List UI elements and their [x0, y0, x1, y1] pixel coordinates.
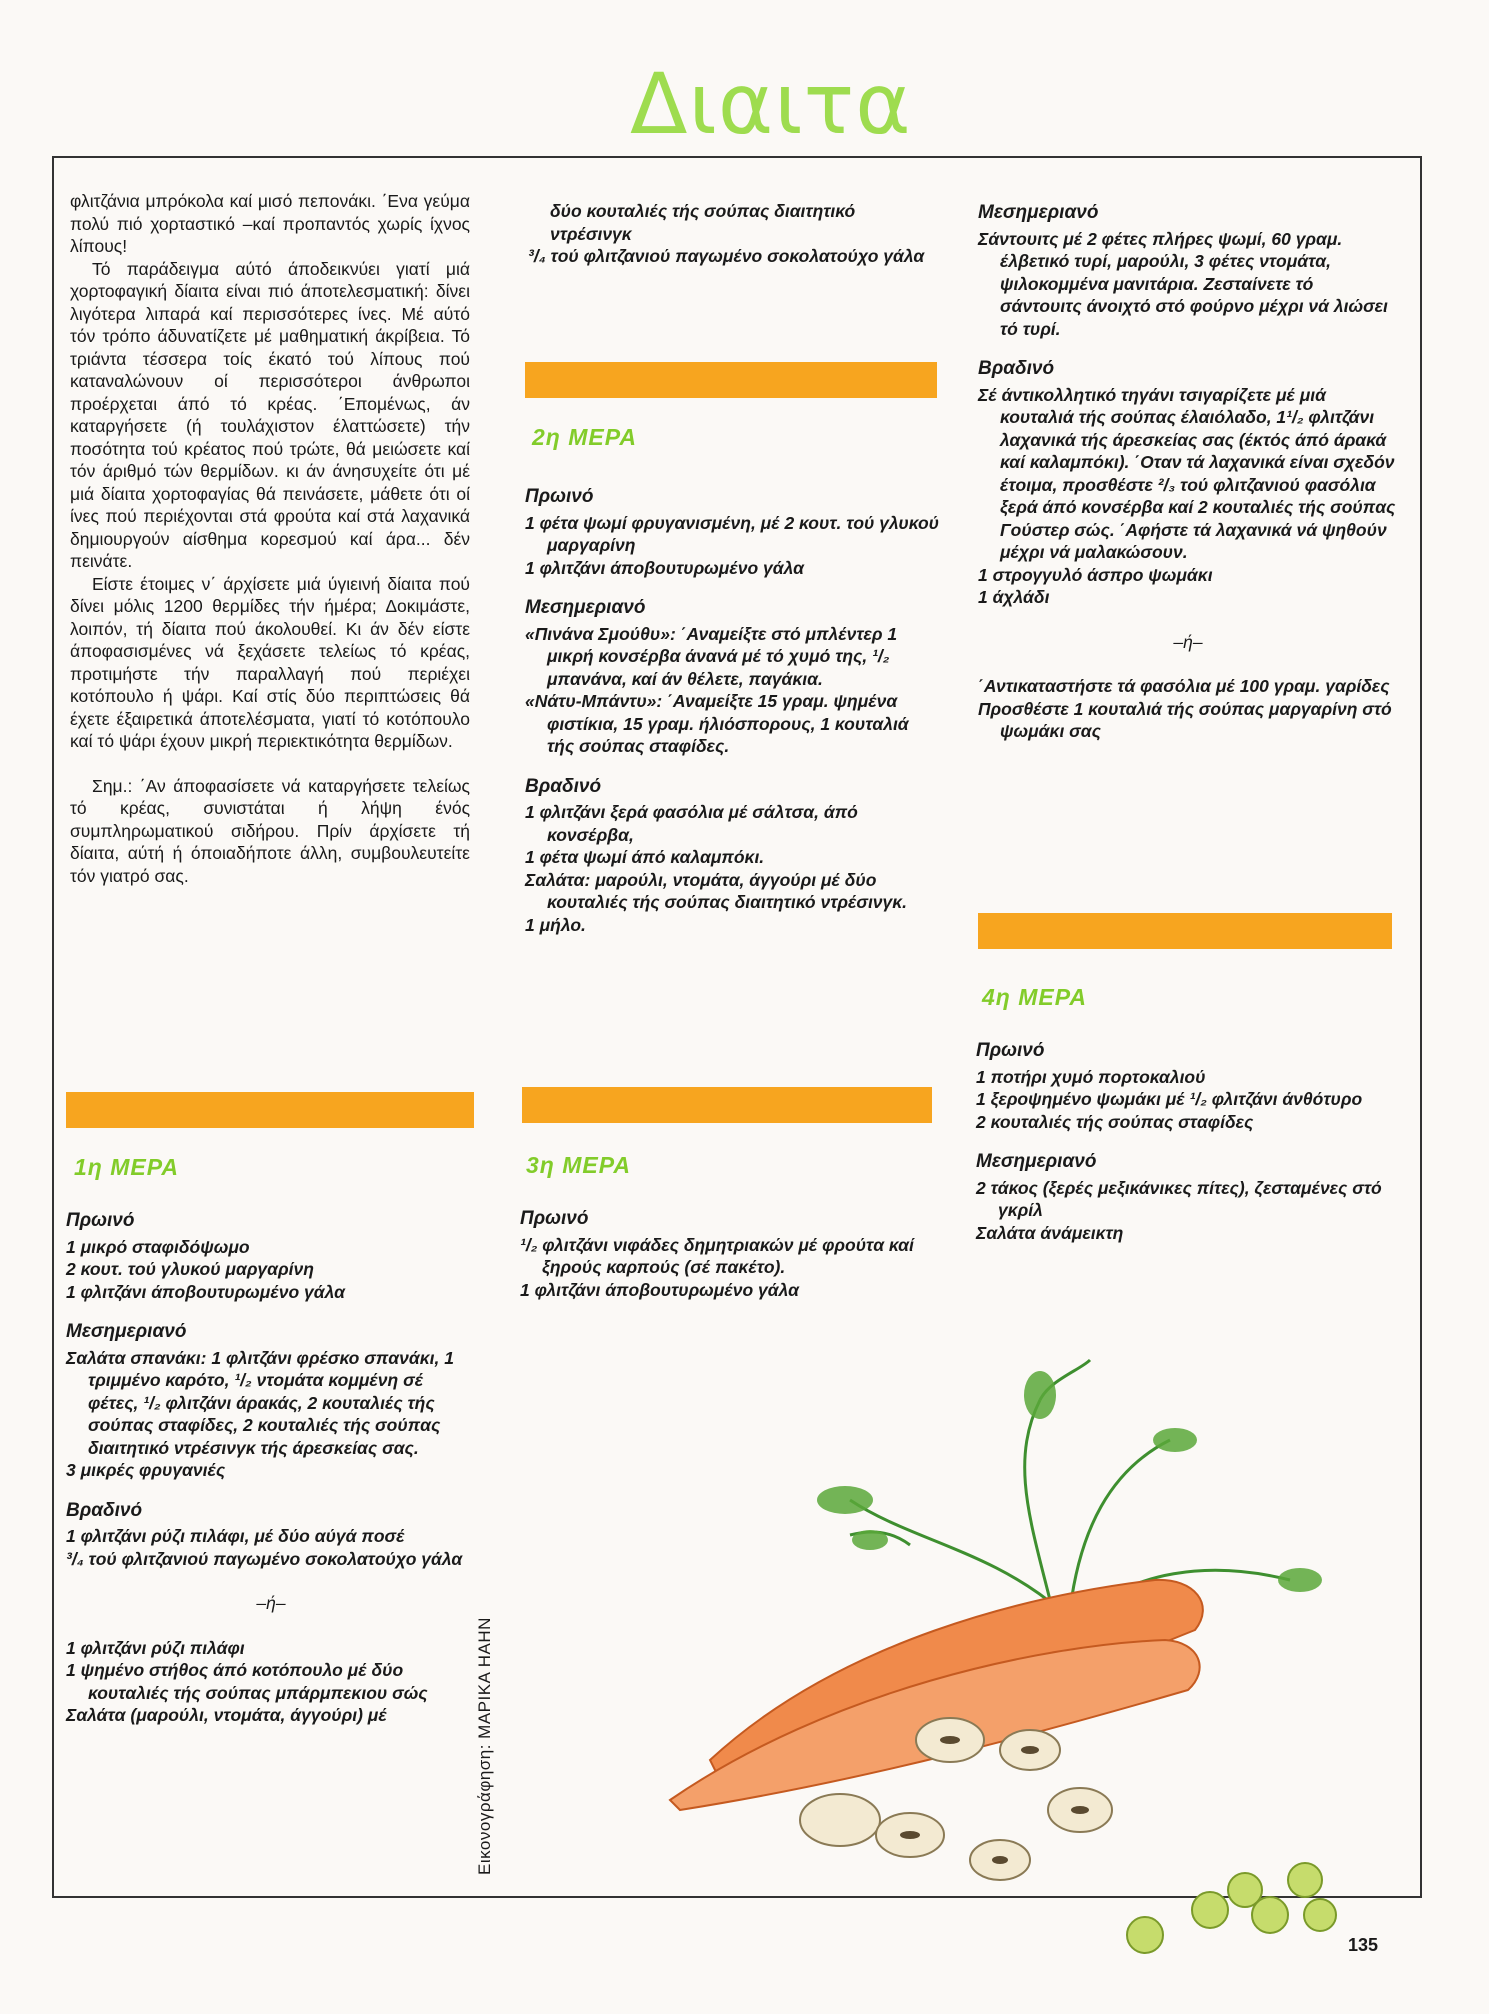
dinner-heading: Βραδινό	[525, 775, 602, 797]
day1-menu	[66, 1210, 476, 1727]
day4-heading: 4η ΜΕΡΑ	[982, 984, 1087, 1010]
menu-item: 1 ποτήρι χυμό πορτοκαλιού	[976, 1066, 1206, 1087]
menu-item: 3 μικρές φρυγανιές	[66, 1460, 226, 1480]
day3-continued	[978, 202, 1398, 743]
intro-paragraph: Είστε έτοιμες ν΄ άρχίσετε μιά ύγιεινή δίαιτα πού δίνει μόλις 1200 θερμίδες τήν ήμέρα; Δοκιμάστε, λοιπόν, τή δίαιτα πού άκολουθεί. Κι άν δέν είστε άποφασισμένες νά ξεχάσετε τελείως τό κρέας, προτιμήστε τήν παραλλαγή πού περιέχει κοτόπουλο ή ψάρι. Καί στίς δύο περιπτώσεις θά έχετε έξαιρετικά άποτελέσματα, γιατί τό κοτόπουλο καί τό ψάρι έχουν μικρή περιεκτικότητα θερμίδων.	[70, 573, 470, 751]
menu-item: 2 κουταλιές τής σούπας σταφίδες	[976, 1111, 1254, 1132]
breakfast-heading: Πρωινό	[66, 1210, 135, 1231]
carrot-illustration	[610, 1340, 1390, 1900]
carrot-leaves-icon	[850, 1360, 1290, 1620]
day4-menu	[976, 1040, 1396, 1244]
peas-illustration	[1120, 1840, 1340, 1960]
menu-item: 1 φλιτζάνι άποβουτυρωμένο γάλα	[525, 557, 804, 578]
menu-item: Σαλάτα άνάμεικτη	[976, 1222, 1124, 1243]
menu-item: 1 ξεροψημένο ψωμάκι μέ ¹/₂ φλιτζάνι άνθότυρο	[976, 1089, 1363, 1109]
section-bar	[66, 1092, 474, 1128]
menu-item: ³/₄ τού φλιτζανιού παγωμένο σοκολατούχο γάλα	[528, 246, 925, 266]
leaf-cluster-icon	[817, 1371, 1322, 1592]
menu-item: Σαλάτα σπανάκι: 1 φλιτζάνι φρέσκο σπανάκι, 1 τριμμένο καρότο, ¹/₂ ντομάτα κομμένη σέ φέτες, ¹/₂ φλιτζάνι άρακάς, 2 κουταλιές τής σούπας σταφίδες, 2 κουταλιές τής σούπας διαιτητικό ντρέσινγκ τής άρεσκείας σας.	[66, 1347, 454, 1458]
breakfast-heading: Πρωινό	[525, 486, 594, 507]
lunch-heading: Μεσημεριανό	[525, 597, 646, 618]
section-bar	[522, 1087, 932, 1123]
day1-continued	[528, 200, 938, 268]
alternative-marker: –ή–	[1173, 631, 1203, 652]
day3-heading: 3η ΜΕΡΑ	[526, 1152, 631, 1178]
section-bar	[525, 362, 937, 398]
dinner-heading: Βραδινό	[978, 358, 1055, 379]
menu-item: «Νάτυ-Μπάντυ»: ΄Αναμείξτε 15 γραμ. ψημένα φιστίκια, 15 γραμ. ήλιόσπορους, 1 κουταλιά τής σούπας σταφίδες.	[525, 691, 909, 756]
day2-menu	[525, 486, 940, 936]
dinner-heading: Βραδινό	[66, 1499, 143, 1521]
menu-item: 2 κουτ. τού γλυκού μαργαρίνη	[66, 1259, 314, 1279]
menu-item: δύο κουταλιές τής σούπας διαιτητικό ντρέσινγκ	[550, 201, 856, 244]
lunch-heading: Μεσημεριανό	[976, 1151, 1097, 1172]
menu-item: 1 φέτα ψωμί φρυγανισμένη, μέ 2 κουτ. τού γλυκού μαργαρίνη	[525, 512, 940, 555]
menu-item: 1 φλιτζάνι άποβουτυρωμένο γάλα	[66, 1281, 345, 1302]
breakfast-heading: Πρωινό	[520, 1208, 589, 1229]
menu-item: 1 μικρό σταφιδόψωμο	[66, 1236, 250, 1257]
page-title: Διαιτα	[630, 55, 912, 153]
illustration-credit: Εικονογράφηση: ΜΑΡΙΚΑ ΗΑΗΝ	[475, 1617, 494, 1875]
lunch-heading: Μεσημεριανό	[978, 202, 1099, 223]
page-number: 135	[1348, 1935, 1379, 1955]
menu-item: 2 τάκος (ξερές μεξικάνικες πίτες), ζεσταμένες στό γκρίλ	[976, 1177, 1382, 1220]
menu-item: Σαλάτα (μαρούλι, ντομάτα, άγγούρι) μέ	[66, 1705, 387, 1725]
menu-item: 1 φλιτζάνι ρύζι πιλάφι, μέ δύο αύγά ποσέ	[66, 1526, 405, 1546]
intro-paragraph: φλιτζάνια μπρόκολα καί μισό πεπονάκι. ΄Ενα γεύμα πολύ πιό χορταστικό –καί προπαντός χωρίς ίχνος λίπους!	[70, 191, 470, 256]
menu-item: 1 μήλο.	[525, 914, 586, 935]
alternative-marker: –ή–	[256, 1593, 286, 1613]
day2-heading: 2η ΜΕΡΑ	[532, 424, 637, 450]
menu-item: Προσθέστε 1 κουταλιά τής σούπας μαργαρίνη στό ψωμάκι σας	[978, 698, 1392, 741]
menu-item: ³/₄ τού φλιτζανιού παγωμένο σοκολατούχο γάλα	[66, 1548, 463, 1569]
menu-item: 1 φλιτζάνι ρύζι πιλάφι	[66, 1637, 245, 1658]
menu-item: 1 φλιτζάνι ξερά φασόλια μέ σάλτσα, άπό κονσέρβα,	[525, 802, 858, 845]
intro-paragraph: Τό παράδειγμα αύτό άποδεικνύει γιατί μιά χορτοφαγική δίαιτα είναι πιό άποτελεσματική: δίνει λιγότερα λιπαρά καί περισσότερες ίνες. Μέ αύτό τόν τρόπο άδυνατίζετε μέ μαθηματική άκρίβεια. Τό τριάντα τέσσερα τοίς έκατό τού λίπους πού καταναλώνουν οί περισσότεροι άνθρωποι προέρχεται άπό τό κρέας. ΄Επομένως, άν καταργήσετε (ή τουλάχιστον έλαττώσετε) τήν ποσότητα τού κρέατος πού τρώτε, θά μειώσετε καί τόν άριθμό τών θερμίδων. κι άν άνησυχείτε ότι μέ μιά δίαιτα χορτοφαγίας θά πεινάσετε, μάθετε ότι οί ίνες πού περιέχονται στά φρούτα καί στά λαχανικά δημιουργούν αίσθημα κορεσμού καί άρα... δέν πεινάτε.	[70, 258, 470, 571]
section-bar	[978, 913, 1392, 949]
menu-item: «Πινάνα Σμούθυ»: ΄Αναμείξτε στό μπλέντερ 1 μικρή κονσέρβα άνανά μέ τό χυμό της, ¹/₂ μπανάνα, καί άν θέλετε, παγάκια.	[525, 623, 898, 689]
menu-item: Σέ άντικολλητικό τηγάνι τσιγαρίζετε μέ μιά κουταλιά τής σούπας έλαιόλαδο, 1¹/₂ φλιτζάνι λαχανικά τής άρεσκείας σας (έκτός άπό άρακά καί καλαμπόκι). ΄Οταν τά λαχανικά είναι σχεδόν έτοιμα, προσθέστε ²/₃ τού φλιτζανιού φασόλια ξερά άπό κονσέρβα καί 2 κουταλιές τής σούπας Γούστερ σώς. ΄Αφήστε τά λαχανικά νά ψηθούν μέχρι νά μαλακώσουν.	[978, 384, 1396, 562]
lunch-heading: Μεσημεριανό	[66, 1321, 187, 1342]
menu-item: 1 ψημένο στήθος άπό κοτόπουλο μέ δύο κουταλιές τής σούπας μπάρμπεκιου σώς	[66, 1660, 428, 1703]
intro-text	[70, 190, 470, 887]
intro-note: Σημ.: ΄Αν άποφασίσετε νά καταργήσετε τελείως τό κρέας, συνιστάται ή λήψη ένός συμπληρωματικού σιδήρου. Πρίν άρχίσετε τή δίαιτα, αύτή ή όποιαδήποτε άλλη, συμβουλευτείτε τόν γιατρό σας.	[70, 775, 470, 886]
breakfast-heading: Πρωινό	[976, 1040, 1045, 1061]
menu-item: Σαλάτα: μαρούλι, ντομάτα, άγγούρι μέ δύο κουταλιές τής σούπας διαιτητικό ντρέσινγκ.	[525, 869, 908, 912]
day3-menu	[520, 1208, 940, 1301]
menu-item: Σάντουιτς μέ 2 φέτες πλήρες ψωμί, 60 γραμ. έλβετικό τυρί, μαρούλι, 3 φέτες ντομάτα, ψιλοκομμένα μανιτάρια. Ζεσταίνετε τό σάντουιτς άνοιχτό στό φούρνο μέχρι νά λιώσει τό τυρί.	[978, 228, 1388, 339]
menu-item: ΄Αντικαταστήστε τά φασόλια μέ 100 γραμ. γαρίδες	[978, 676, 1390, 696]
menu-item: 1 φέτα ψωμί άπό καλαμπόκι.	[525, 847, 765, 867]
day1-heading: 1η ΜΕΡΑ	[74, 1154, 179, 1180]
menu-item: 1 άχλάδι	[978, 587, 1050, 607]
carrot-icon	[670, 1580, 1203, 1810]
menu-item: 1 φλιτζάνι άποβουτυρωμένο γάλα	[520, 1279, 799, 1300]
pea-icon	[1127, 1863, 1336, 1953]
menu-item: ¹/₂ φλιτζάνι νιφάδες δημητριακών μέ φρούτα καί ξηρούς καρπούς (σέ πακέτο).	[520, 1234, 914, 1277]
menu-item: 1 στρογγυλό άσπρο ψωμάκι	[978, 564, 1213, 585]
